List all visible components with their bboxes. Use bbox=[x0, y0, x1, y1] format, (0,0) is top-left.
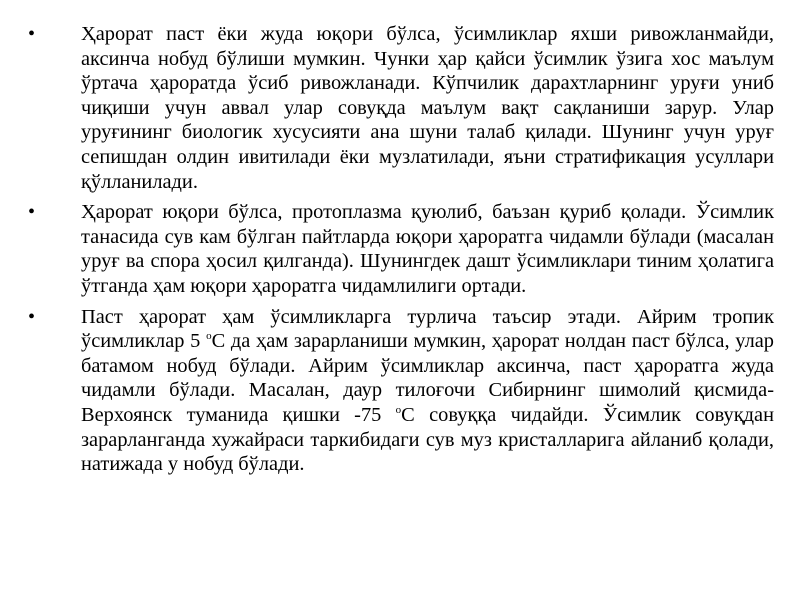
paragraph-text bbox=[81, 305, 774, 477]
paragraph-segment: Паст ҳарорат ҳам ўсимликларга турлича таъсир этади. Айрим тропик ўсимликлар 5 bbox=[81, 305, 774, 353]
paragraph-text bbox=[81, 200, 774, 298]
degree-superscript: о bbox=[395, 403, 402, 416]
bullet-icon: • bbox=[28, 305, 36, 328]
bullet-icon: • bbox=[28, 201, 36, 224]
bullet-item-high-temperature bbox=[28, 200, 774, 298]
paragraph-segment: Ҳарорат паст ёки жуда юқори бўлса, ўсимликлар яхши ривожланмайди, аксинча нобуд бўлиши мумкин. Чунки ҳар қайси ўсимлик ўзига хос маълум ўртача ҳароратда ўсиб ривожланади. Кўпчилик дарахтларнинг уруғи униб чиқиши учун аввал улар совуқда маълум вақт сақланиши зарур. Улар уруғининг биологик хусусияти ана шуни талаб қилади. Шунинг учун уруғ сепишдан олдин ивитилади ёки музлатилади, яъни стратификация усуллари қўлланилади. bbox=[81, 23, 774, 193]
paragraph-segment: С да ҳам зарарланиши мумкин, ҳарорат нолдан паст бўлса, улар батамом нобуд бўлади. Айрим ўсимликлар аксинча, паст ҳароратга жуда чидамли бўлади. Масалан, даур тилоғочи Сибирнинг шимолий қисмида-Верхоянск туманида қишки -75 bbox=[81, 330, 774, 426]
bullet-item-low-temperature bbox=[28, 305, 774, 477]
paragraph-segment: С совуққа чидайди. Ўсимлик совуқдан зарарланганда хужайраси таркибидаги сув муз кристалларига айланиб қолади, натижада у нобуд бўлади. bbox=[81, 403, 774, 476]
degree-superscript: о bbox=[206, 330, 212, 343]
bullet-item-temperature-extremes bbox=[28, 22, 774, 194]
paragraph-segment: Ҳарорат юқори бўлса, протоплазма қуюлиб, баъзан қуриб қолади. Ўсимлик танасида сув кам бўлган пайтларда юқори ҳароратга чидамли бўлади (масалан уруғ ва спора ҳосил қилганда). Шунингдек дашт ўсимликлари тиним ҳолатига ўтганда ҳам юқори ҳароратга чидамлилиги ортади. bbox=[81, 201, 774, 297]
bullet-list bbox=[28, 22, 774, 483]
bullet-icon: • bbox=[28, 23, 36, 45]
paragraph-text bbox=[81, 22, 774, 194]
